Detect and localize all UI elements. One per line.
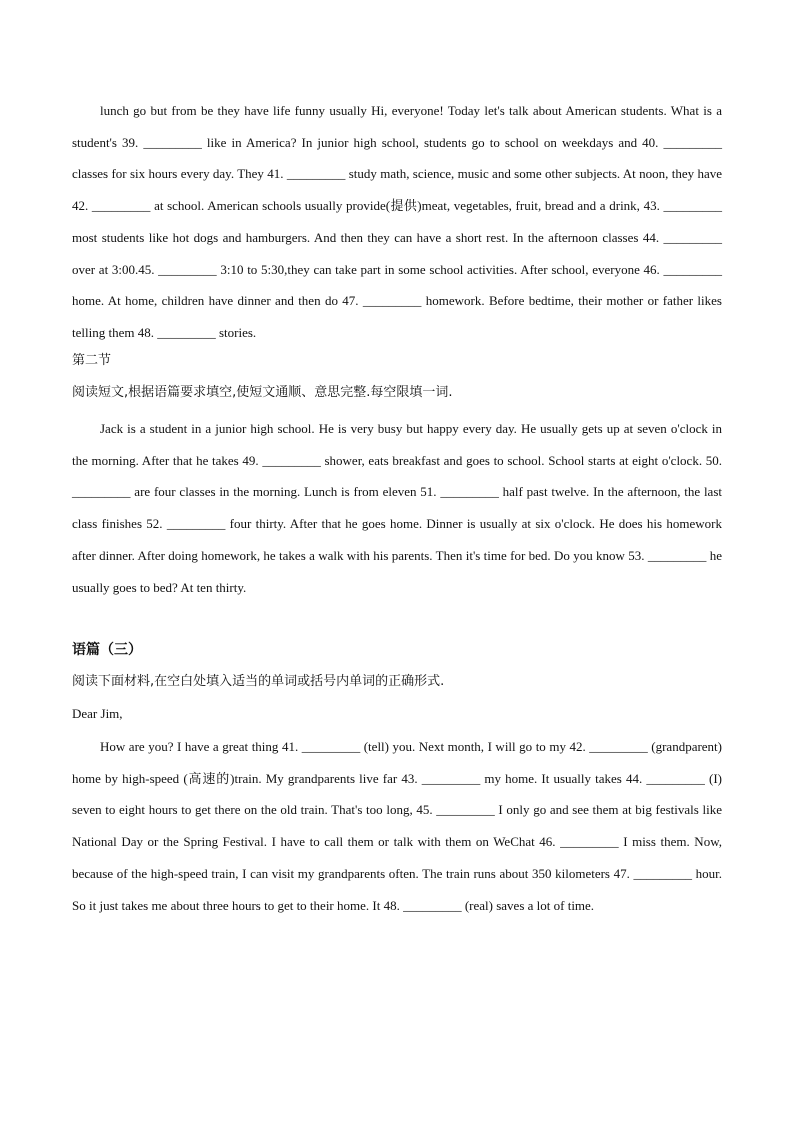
passage-letter: How are you? I have a great thing 41. _________ (tell) you. Next month, I will go to my 42. _________ (grandparent) home by high-speed (高速的)train. My grandparents live far 43. _________ my home. It usually takes 44. _________ (I) seven to eight hours to get there on the old train. That's too long, 45. _________ I only go and see them at big festivals like National Day or the Spring Festival. I have to call them or talk with them on WeChat 46. _________ I miss them. Now, because of the high-speed train, I can visit my grandparents often. The train runs about 350 kilometers 47. _________ hour. So it just takes me about three hours to get to their home. It 48. _________ (real) saves a lot of time. — [72, 739, 722, 913]
passage-jack: Jack is a student in a junior high school. He is very busy but happy every day. He usually gets up at seven o'clock in the morning. After that he takes 49. _________ shower, eats breakfast and goes to school. School starts at eight o'clock. 50. _________ are four classes in the morning. Lunch is from eleven 51. _________ half past twelve. In the afternoon, the last class finishes 52. _________ four thirty. After that he goes home. Dinner is usually at six o'clock. He does his homework after dinner. After doing homework, he takes a walk with his parents. Then it's time for bed. Do you know 53. _________ he usually goes to bed? At ten thirty. — [72, 421, 722, 595]
letter-greeting: Dear Jim, — [72, 706, 123, 721]
section-title-second: 第二节 — [72, 353, 112, 368]
section-title-third: 语篇（三） — [72, 642, 142, 658]
section-instruction-third: 阅读下面材料,在空白处填入适当的单词或括号内单词的正确形式. — [72, 674, 445, 689]
passage-american-students: lunch go but from be they have life funny usually Hi, everyone! Today let's talk about American students. What is a student's 39. _________ like in America? In junior high school, students go to school on weekdays and 40. _________ classes for six hours every day. They 41. _________ study math, science, music and some other subjects. At noon, they have 42. _________ at school. American schools usually provide(提供)meat, vegetables, fruit, bread and a drink, 43. _________ most students like hot dogs and hamburgers. And then they can have a short rest. In the afternoon classes 44. _________ over at 3:00.45. _________ 3:10 to 5:30,they can take part in some school activities. After school, everyone 46. _________ home. At home, children have dinner and then do 47. _________ homework. Before bedtime, their mother or father likes telling them 48. _________ stories. — [72, 103, 722, 340]
section-instruction-second: 阅读短文,根据语篇要求填空,使短文通顺、意思完整.每空限填一词. — [72, 385, 453, 400]
